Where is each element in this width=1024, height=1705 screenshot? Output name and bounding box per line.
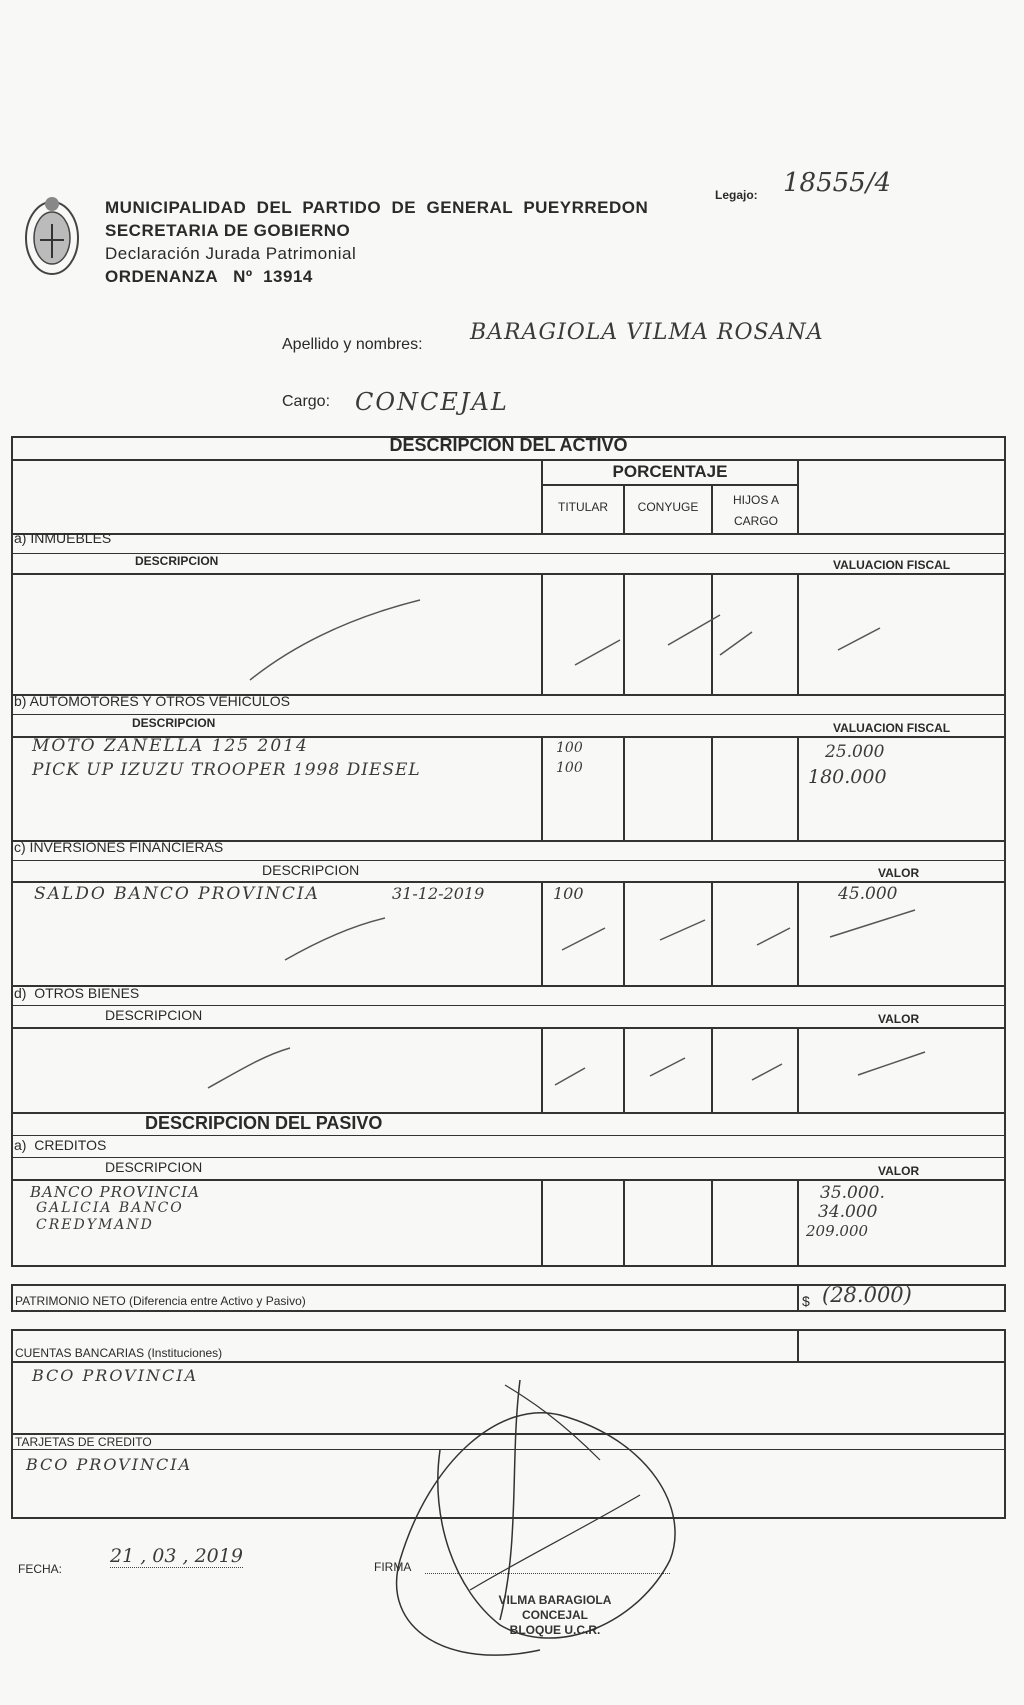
inmuebles-desc-header: DESCRIPCION	[135, 554, 219, 568]
header-municipality: MUNICIPALIDAD DEL PARTIDO DE GENERAL PUEYRREDON	[105, 198, 649, 217]
vehicle-row-2-valor: 180.000	[808, 766, 887, 788]
activo-title: DESCRIPCION DEL ACTIVO	[389, 435, 628, 455]
signature-stamp	[475, 1593, 635, 1638]
header-secretaria: SECRETARIA DE GOBIERNO	[105, 221, 351, 240]
legajo-value: 18555/4	[783, 168, 892, 198]
col-titular: TITULAR	[557, 500, 608, 514]
investment-row-date: 31-12-2019	[392, 884, 485, 903]
inmuebles-val-header: VALUACION FISCAL	[833, 558, 951, 572]
patrimonio-label: PATRIMONIO NETO (Diferencia entre Activo y Pasivo)	[15, 1294, 306, 1308]
inversiones-val-header: VALOR	[878, 866, 920, 880]
pasivo-title: DESCRIPCION DEL PASIVO	[145, 1113, 383, 1133]
credit-row-1-desc: BANCO PROVINCIA	[30, 1183, 201, 1201]
header-doc-type: Declaración Jurada Patrimonial	[105, 244, 357, 263]
inversiones-label: c) INVERSIONES FINANCIERAS	[14, 839, 224, 855]
creditos-label: a) CREDITOS	[14, 1137, 107, 1153]
creditos-val-header: VALOR	[878, 1164, 920, 1178]
cuentas-label: CUENTAS BANCARIAS (Instituciones)	[15, 1346, 223, 1360]
stamp-bloque: BLOQUE U.C.R.	[509, 1623, 601, 1637]
vehicle-row-2-titular: 100	[556, 760, 583, 776]
patrimonio-currency: $	[802, 1293, 810, 1309]
cuentas-value: BCO PROVINCIA	[32, 1366, 199, 1385]
otros-desc-header: DESCRIPCION	[105, 1007, 203, 1023]
tarjetas-value: BCO PROVINCIA	[26, 1455, 193, 1474]
legajo-label: Legajo:	[715, 188, 758, 202]
investment-row-titular: 100	[553, 884, 584, 903]
vehicle-row-2-desc: PICK UP IZUZU TROOPER 1998 DIESEL	[32, 760, 421, 780]
stamp-name: VILMA BARAGIOLA	[498, 1593, 612, 1607]
vehicle-row-1-desc: MOTO ZANELLA 125 2014	[32, 736, 309, 756]
col-hijos: HIJOS A CARGO	[732, 493, 779, 528]
name-label: Apellido y nombres:	[282, 336, 423, 353]
firma-label: FIRMA	[374, 1560, 412, 1574]
automotores-label: b) AUTOMOTORES Y OTROS VEHICULOS	[14, 693, 290, 709]
fecha-value: 21 , 03 , 2019	[110, 1545, 243, 1567]
cargo-value: CONCEJAL	[355, 388, 509, 416]
inmuebles-label: a) INMUEBLES	[14, 530, 112, 546]
otros-val-header: VALOR	[878, 1012, 920, 1026]
name-value: BARAGIOLA VILMA ROSANA	[470, 320, 824, 345]
vehicle-row-1-titular: 100	[556, 740, 583, 756]
stamp-role: CONCEJAL	[521, 1608, 588, 1622]
header-ordenanza: ORDENANZA Nº 13914	[105, 267, 313, 286]
vehicle-row-1-valor: 25.000	[825, 742, 885, 762]
investment-row-desc: SALDO BANCO PROVINCIA	[34, 884, 320, 904]
credit-row-2-valor: 34.000	[818, 1202, 878, 1222]
col-conyuge: CONYUGE	[637, 500, 699, 514]
fecha-label: FECHA:	[18, 1562, 63, 1576]
investment-row-valor: 45.000	[838, 884, 898, 904]
creditos-desc-header: DESCRIPCION	[105, 1159, 203, 1175]
tarjetas-label: TARJETAS DE CREDITO	[15, 1435, 152, 1449]
automotores-desc-header: DESCRIPCION	[132, 716, 216, 730]
patrimonio-value: (28.000)	[822, 1283, 912, 1307]
inversiones-desc-header: DESCRIPCION	[262, 862, 360, 878]
cargo-label: Cargo:	[282, 393, 331, 410]
otros-label: d) OTROS BIENES	[14, 985, 140, 1001]
credit-row-2-desc: GALICIA BANCO	[36, 1200, 184, 1216]
porcentaje-label: PORCENTAJE	[612, 462, 728, 481]
automotores-val-header: VALUACION FISCAL	[833, 721, 951, 735]
credit-row-1-valor: 35.000.	[820, 1183, 885, 1203]
credit-row-3-valor: 209.000	[806, 1222, 869, 1240]
credit-row-3-desc: CREDYMAND	[36, 1217, 154, 1233]
